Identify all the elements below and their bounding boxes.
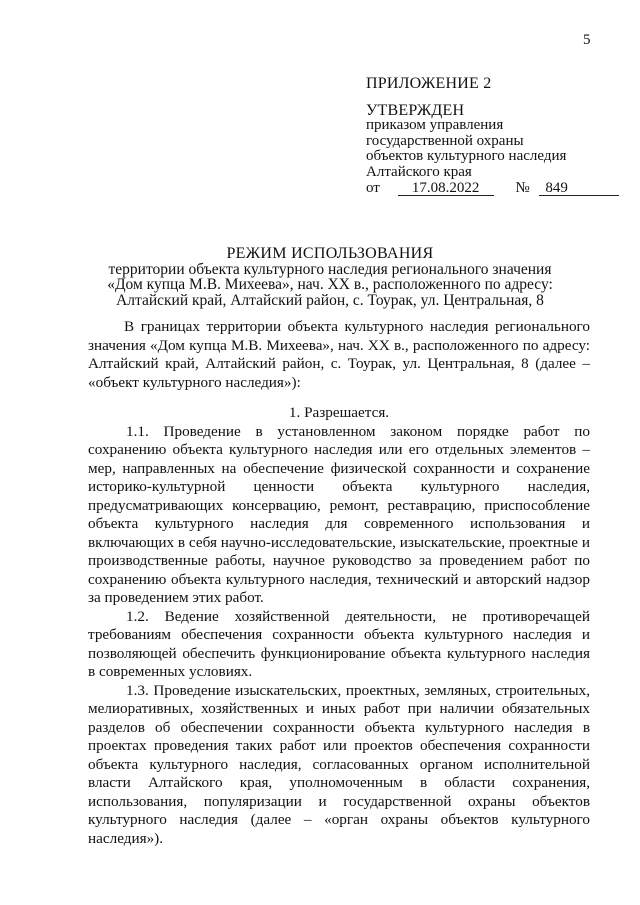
approval-line-1: приказом управления xyxy=(366,117,504,133)
document-title xyxy=(60,246,600,308)
item-1-3: 1.3. Проведение изыскательских, проектных, земляных, строительных, мелиоративных, хозяйственных и иных работ при наличии обязательных разделов об обеспечении сохранности объекта культурного наследия в проектах проведения таких работ или проектов обеспечения сохранности объекта культурного наследия, согласованных органом исполнительной власти Алтайского края, уполномоченным в области сохранения, использования, популяризации и государственной охраны объектов культурного наследия (далее – «орган охраны объектов культурного наследия»). xyxy=(88,681,590,847)
order-line xyxy=(366,181,596,197)
approval-line-3: объектов культурного наследия xyxy=(366,148,567,164)
appendix-title: ПРИЛОЖЕНИЕ 2 xyxy=(366,75,492,92)
page-number: 5 xyxy=(583,32,591,48)
approval-line-4: Алтайского края xyxy=(366,163,472,180)
title-line-3: «Дом купца М.В. Михеева», нач. XX в., расположенного по адресу: xyxy=(107,276,553,293)
number-label: № xyxy=(515,180,530,196)
order-number: 849 xyxy=(539,181,619,196)
approved-heading: УТВЕРЖДЕН xyxy=(366,101,465,119)
approval-block xyxy=(366,76,596,197)
section-1-heading: 1. Разрешается. xyxy=(288,404,390,421)
title-line-2: территории объекта культурного наследия регионального значения xyxy=(108,260,552,278)
intro-paragraph: В границах территории объекта культурного наследия регионального значения «Дом купца М.В. Михеева», нач. XX в., расположенного по адресу: Алтайский край, Алтайский район, с. Тоурак, ул. Центральная, 8 (далее – «объект культурного наследия»): xyxy=(88,318,590,391)
from-label: от xyxy=(366,180,380,196)
item-1-1: 1.1. Проведение в установленном законом порядке работ по сохранению объекта культурного наследия или его отдельных элементов – мер, направленных на обеспечение физической сохранности и сохранение историко-культурной ценности объекта культурного наследия, предусматривающих консервацию, ремонт, реставрацию, приспособление объекта культурного наследия для современного использования и включающих в себя научно-исследовательские, изыскательские, проектные и производственные работы, научное руководство за проведением работ по сохранению объекта культурного наследия, технический и авторский надзор за проведением этих работ. xyxy=(88,422,590,606)
order-date: 17.08.2022 xyxy=(398,181,494,196)
document-body xyxy=(88,318,590,848)
item-1-2: 1.2. Ведение хозяйственной деятельности, не противоречащей требованиям обеспечения сохранности объекта культурного наследия и позволяющей обеспечить функционирование объекта культурного наследия в современных условиях. xyxy=(88,607,590,680)
title-line-4: Алтайский край, Алтайский район, с. Тоурак, ул. Центральная, 8 xyxy=(116,291,544,309)
approval-line-2: государственной охраны xyxy=(366,132,524,149)
title-main: РЕЖИМ ИСПОЛЬЗОВАНИЯ xyxy=(226,245,434,262)
